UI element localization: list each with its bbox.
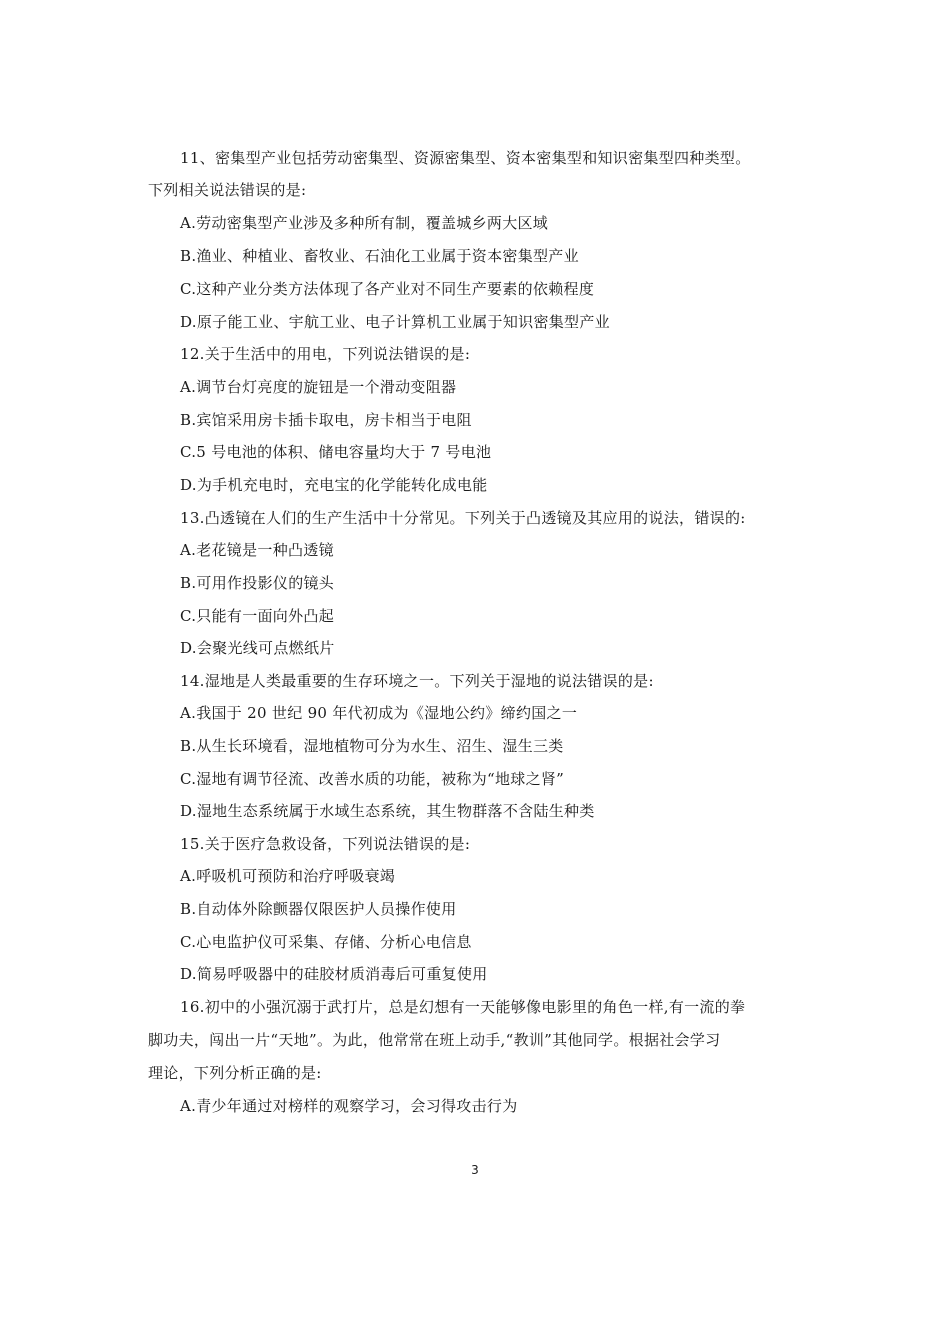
q13-option-d: D.会聚光线可点燃纸片 (180, 639, 335, 657)
q13-stem-line-1: 13.凸透镜在人们的生产生活中十分常见。下列关于凸透镜及其应用的说法，错误的: (180, 509, 746, 527)
q13-option-b: B.可用作投影仪的镜头 (180, 574, 335, 592)
q11-option-c: C.这种产业分类方法体现了各产业对不同生产要素的依赖程度 (180, 280, 595, 298)
q16-option-a: A.青少年通过对榜样的观察学习，会习得攻击行为 (180, 1097, 518, 1115)
q14-option-a: A.我国于 20 世纪 90 年代初成为《湿地公约》缔约国之一 (180, 704, 578, 722)
q14-option-d: D.湿地生态系统属于水域生态系统，其生物群落不含陆生种类 (180, 802, 595, 820)
q16-stem-line-1: 16.初中的小强沉溺于武打片，总是幻想有一天能够像电影里的角色一样,有一流的拳 (180, 998, 746, 1016)
q16-stem-line-2: 脚功夫，闯出一片“天地”。为此，他常常在班上动手,“教训”其他同学。根据社会学习 (148, 1031, 721, 1049)
q12-option-b: B.宾馆采用房卡插卡取电，房卡相当于电阻 (180, 411, 472, 429)
q11-stem-line-1: 11、密集型产业包括劳动密集型、资源密集型、资本密集型和知识密集型四种类型。 (180, 149, 751, 167)
q11-option-a: A.劳动密集型产业涉及多种所有制，覆盖城乡两大区域 (180, 214, 549, 232)
q15-option-c: C.心电监护仪可采集、存储、分析心电信息 (180, 933, 472, 951)
q11-option-d: D.原子能工业、宇航工业、电子计算机工业属于知识密集型产业 (180, 313, 610, 331)
q14-option-c: C.湿地有调节径流、改善水质的功能，被称为“地球之肾” (180, 770, 565, 788)
page-number: 3 (471, 1163, 479, 1177)
q14-option-b: B.从生长环境看，湿地植物可分为水生、沼生、湿生三类 (180, 737, 564, 755)
q16-stem-line-3: 理论，下列分析正确的是: (148, 1064, 322, 1082)
q13-option-c: C.只能有一面向外凸起 (180, 607, 335, 625)
q12-stem-line-1: 12.关于生活中的用电，下列说法错误的是: (180, 345, 471, 363)
q15-option-b: B.自动体外除颤器仅限医护人员操作使用 (180, 900, 457, 918)
q14-stem-line-1: 14.湿地是人类最重要的生存环境之一。下列关于湿地的说法错误的是: (180, 672, 654, 690)
q12-option-a: A.调节台灯亮度的旋钮是一个滑动变阻器 (180, 378, 457, 396)
q11-stem-line-2: 下列相关说法错误的是: (148, 181, 307, 199)
q12-option-d: D.为手机充电时，充电宝的化学能转化成电能 (180, 476, 488, 494)
q12-option-c: C.5 号电池的体积、储电容量均大于 7 号电池 (180, 443, 492, 461)
q11-option-b: B.渔业、种植业、畜牧业、石油化工业属于资本密集型产业 (180, 247, 579, 265)
q15-stem-line-1: 15.关于医疗急救设备，下列说法错误的是: (180, 835, 471, 853)
q13-option-a: A.老花镜是一种凸透镜 (180, 541, 334, 559)
q15-option-d: D.简易呼吸器中的硅胶材质消毒后可重复使用 (180, 965, 488, 983)
q15-option-a: A.呼吸机可预防和治疗呼吸衰竭 (180, 867, 396, 885)
